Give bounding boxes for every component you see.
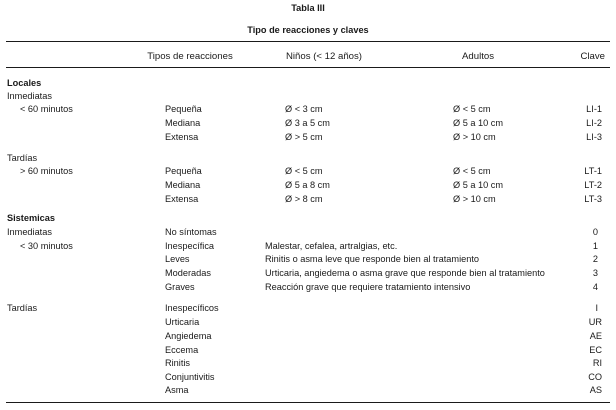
group-time: < 60 minutos <box>20 104 73 114</box>
cell-tipo: Graves <box>165 282 195 292</box>
col-header-clave: Clave <box>580 51 605 62</box>
bottom-rule <box>6 402 610 403</box>
group-label: Tardías <box>7 303 38 313</box>
cell-clave: UR <box>588 317 602 327</box>
cell-clave: 4 <box>592 282 598 292</box>
cell-tipo: Pequeña <box>165 166 202 176</box>
cell-tipo: Moderadas <box>165 268 211 278</box>
cell-desc: Malestar, cefalea, artralgias, etc. <box>265 241 398 251</box>
cell-clave: AS <box>589 385 602 395</box>
cell-tipo: Rinitis <box>165 358 191 368</box>
header-rule <box>6 67 610 68</box>
cell-tipo: Inespecíficos <box>165 303 219 313</box>
cell-clave: RI <box>592 358 602 368</box>
cell-tipo: Urticaria <box>165 317 200 327</box>
group-time: < 30 minutos <box>20 241 73 251</box>
cell-desc: Urticaria, angiedema o asma grave que responde bien al tratamiento <box>265 268 545 278</box>
col-header-adultos: Adultos <box>462 51 494 62</box>
cell-tipo: Inespecífica <box>165 241 215 251</box>
cell-tipo: Mediana <box>165 180 201 190</box>
cell-clave: 2 <box>592 254 598 264</box>
section-heading-locales: Locales <box>7 78 42 88</box>
col-header-ninos: Niños (< 12 años) <box>286 51 362 62</box>
cell-desc: Rinitis o asma leve que responde bien al tratamiento <box>265 254 479 264</box>
group-label: Tardías <box>7 153 38 163</box>
cell-clave: 1 <box>592 241 598 251</box>
cell-adultos: Ø > 10 cm <box>453 194 496 204</box>
cell-tipo: Leves <box>165 254 190 264</box>
cell-tipo: Extensa <box>165 132 199 142</box>
cell-ninos: Ø > 5 cm <box>285 132 323 142</box>
cell-clave: LT-2 <box>584 180 602 190</box>
cell-clave: LI-3 <box>586 132 602 142</box>
table-title: Tipo de reacciones y claves <box>247 25 369 35</box>
cell-ninos: Ø < 5 cm <box>285 166 323 176</box>
cell-tipo: No síntomas <box>165 227 217 237</box>
cell-clave: LI-2 <box>586 118 602 128</box>
cell-clave: CO <box>588 372 602 382</box>
cell-adultos: Ø > 10 cm <box>453 132 496 142</box>
cell-adultos: Ø < 5 cm <box>453 166 491 176</box>
section-heading-sistemicas: Sistemicas <box>7 213 56 223</box>
cell-clave: 0 <box>592 227 598 237</box>
cell-clave: LT-3 <box>584 194 602 204</box>
cell-adultos: Ø 5 a 10 cm <box>453 180 504 190</box>
cell-tipo: Conjuntivitis <box>165 372 215 382</box>
group-time: > 60 minutos <box>20 166 73 176</box>
col-header-tipos: Tipos de reacciones <box>147 51 233 62</box>
top-rule <box>6 41 610 42</box>
cell-clave: EC <box>589 345 602 355</box>
cell-clave: LI-1 <box>586 104 602 114</box>
cell-tipo: Angiedema <box>165 331 212 341</box>
cell-adultos: Ø 5 a 10 cm <box>453 118 504 128</box>
cell-ninos: Ø > 8 cm <box>285 194 323 204</box>
cell-desc: Reacción grave que requiere tratamiento intensivo <box>265 282 471 292</box>
cell-tipo: Asma <box>165 385 189 395</box>
cell-tipo: Pequeña <box>165 104 202 114</box>
table-number: Tabla III <box>291 3 325 13</box>
cell-ninos: Ø 3 a 5 cm <box>285 118 330 128</box>
cell-clave: I <box>595 303 598 313</box>
cell-clave: 3 <box>592 268 598 278</box>
cell-tipo: Eccema <box>165 345 199 355</box>
cell-adultos: Ø < 5 cm <box>453 104 491 114</box>
cell-clave: AE <box>589 331 602 341</box>
group-label: Inmediatas <box>7 227 52 237</box>
cell-tipo: Mediana <box>165 118 201 128</box>
cell-tipo: Extensa <box>165 194 199 204</box>
cell-ninos: Ø 5 a 8 cm <box>285 180 330 190</box>
group-label: Inmediatas <box>7 91 52 101</box>
cell-clave: LT-1 <box>584 166 602 176</box>
cell-ninos: Ø < 3 cm <box>285 104 323 114</box>
